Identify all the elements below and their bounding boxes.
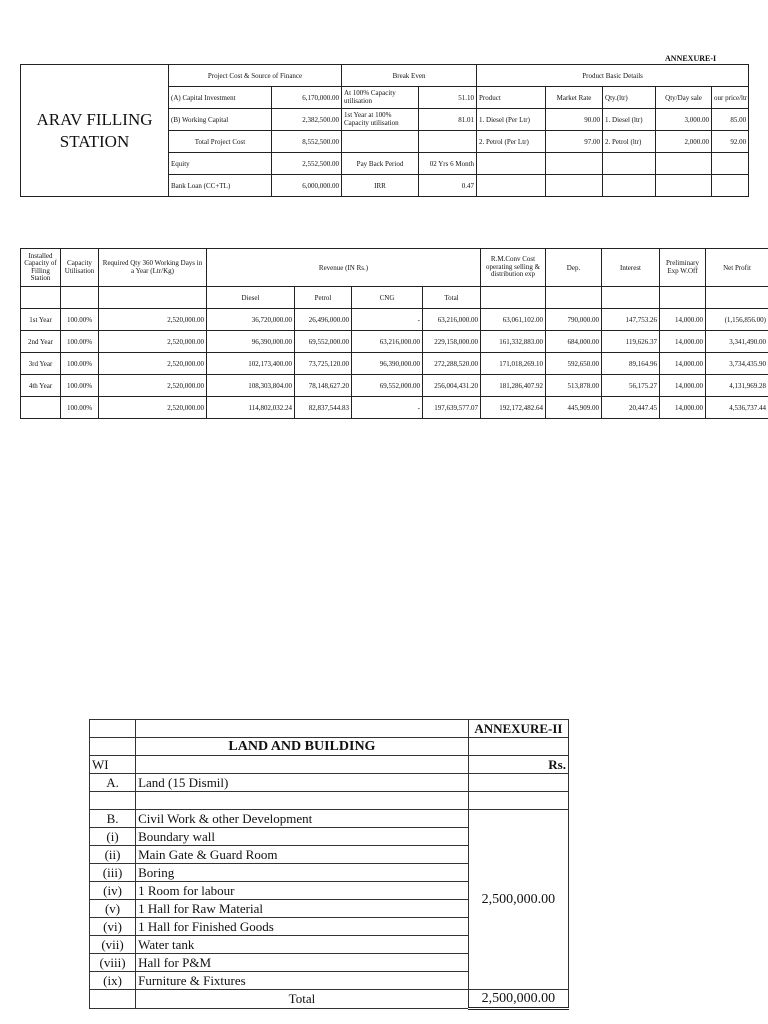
empty-cell (477, 175, 546, 197)
empty-cell (546, 175, 603, 197)
net-cell: 3,341,490.00 (706, 331, 768, 353)
finance-label: Bank Loan (CC+TL) (169, 175, 272, 197)
empty-cell (660, 287, 706, 309)
break-even-label: IRR (342, 175, 419, 197)
finance-label: Total Project Cost (169, 131, 272, 153)
annexure-2-label: ANNEXURE-II (468, 720, 568, 738)
interest-cell: 56,175.27 (602, 375, 660, 397)
empty-cell (712, 175, 749, 197)
qty-col-header: Qty.(ltr) (603, 87, 656, 109)
our-price: 85.00 (712, 109, 749, 131)
cng-cell: - (352, 397, 423, 419)
year-cell: 4th Year (21, 375, 61, 397)
item-code: (i) (90, 828, 136, 846)
item-label: 1 Room for labour (136, 882, 469, 900)
item-label: Boundary wall (136, 828, 469, 846)
empty-cell (136, 720, 469, 738)
item-label: Water tank (136, 936, 469, 954)
civil-work-amount: 2,500,000.00 (468, 810, 568, 990)
break-even-header: Break Even (342, 65, 477, 87)
product-name: 1. Diesel (Per Ltr) (477, 109, 546, 131)
break-even-value: 02 Yrs 6 Month (419, 153, 477, 175)
land-building-table (89, 719, 569, 1010)
project-cost-header: Project Cost & Source of Finance (169, 65, 342, 87)
our-price-col-header: our price/ltr (712, 87, 749, 109)
year-cell (21, 397, 61, 419)
preliminary-header: Preliminary Exp W.Off (660, 249, 706, 287)
util-cell: 100.00% (61, 309, 99, 331)
diesel-cell: 102,173,400.00 (207, 353, 295, 375)
item-label: 1 Hall for Finished Goods (136, 918, 469, 936)
item-code: (iii) (90, 864, 136, 882)
net-cell: 4,131,969.28 (706, 375, 768, 397)
product-col-header: Product (477, 87, 546, 109)
empty-cell (656, 153, 712, 175)
break-even-value: 81.01 (419, 109, 477, 131)
interest-cell: 89,164.96 (602, 353, 660, 375)
diesel-cell: 114,802,032.24 (207, 397, 295, 419)
cng-cell: - (352, 309, 423, 331)
empty-cell (468, 774, 568, 792)
interest-cell: 147,753.26 (602, 309, 660, 331)
cng-cell: 96,390,000.00 (352, 353, 423, 375)
revenue-header: Revenue (IN Rs.) (207, 249, 481, 287)
rm-cost-header: R.M.Conv Cost operating selling & distribution exp (481, 249, 546, 287)
item-code: (v) (90, 900, 136, 918)
break-even-value (419, 131, 477, 153)
empty-cell (136, 792, 469, 810)
item-code: (ii) (90, 846, 136, 864)
net-cell: 4,536,737.44 (706, 397, 768, 419)
empty-cell (468, 738, 568, 756)
qty-cell: 2,520,000.00 (99, 353, 207, 375)
cng-cell: 63,216,000.00 (352, 331, 423, 353)
empty-cell (136, 756, 469, 774)
break-even-label: 1st Year at 100% Capacity utilisation (342, 109, 419, 131)
item-code: B. (90, 810, 136, 828)
year-cell: 1st Year (21, 309, 61, 331)
petrol-cell: 69,552,000.00 (295, 331, 352, 353)
break-even-label (342, 131, 419, 153)
product-qty: 2. Petrol (ltr) (603, 131, 656, 153)
product-name: 2. Petrol (Per Ltr) (477, 131, 546, 153)
rm-cell: 161,332,883.00 (481, 331, 546, 353)
rm-cell: 181,286,407.92 (481, 375, 546, 397)
net-cell: (1,156,856.00) (706, 309, 768, 331)
petrol-cell: 73,725,120.00 (295, 353, 352, 375)
wi-cell: WI (90, 756, 136, 774)
item-code: (vii) (90, 936, 136, 954)
prelim-cell: 14,000.00 (660, 397, 706, 419)
market-rate-col-header: Market Rate (546, 87, 603, 109)
interest-cell: 119,626.37 (602, 331, 660, 353)
petrol-subheader: Petrol (295, 287, 352, 309)
empty-cell (481, 287, 546, 309)
break-even-label: At 100% Capacity utilisation (342, 87, 419, 109)
qty-day-sale: 3,000.00 (656, 109, 712, 131)
annexure-1-label: ANNEXURE-I (665, 54, 717, 63)
prelim-cell: 14,000.00 (660, 375, 706, 397)
diesel-cell: 36,720,000.00 (207, 309, 295, 331)
empty-cell (90, 990, 136, 1009)
empty-cell (656, 175, 712, 197)
finance-value: 6,000,000.00 (272, 175, 342, 197)
total-cell: 197,639,577.07 (423, 397, 481, 419)
qty-cell: 2,520,000.00 (99, 309, 207, 331)
rm-cell: 171,018,269.10 (481, 353, 546, 375)
empty-cell (546, 287, 602, 309)
util-cell: 100.00% (61, 397, 99, 419)
total-cell: 256,004,431.20 (423, 375, 481, 397)
total-subheader: Total (423, 287, 481, 309)
empty-cell (603, 153, 656, 175)
required-qty-header: Required Qty 360 Working Days in a Year (Ltr/Kg) (99, 249, 207, 287)
prelim-cell: 14,000.00 (660, 309, 706, 331)
rs-cell: Rs. (468, 756, 568, 774)
finance-value: 8,552,500.00 (272, 131, 342, 153)
item-code: A. (90, 774, 136, 792)
qty-cell: 2,520,000.00 (99, 375, 207, 397)
net-cell: 3,734,435.90 (706, 353, 768, 375)
net-profit-header: Net Profit (706, 249, 768, 287)
cng-cell: 69,552,000.00 (352, 375, 423, 397)
empty-cell (468, 792, 568, 810)
table-row (21, 309, 768, 331)
rm-cell: 63,061,102.00 (481, 309, 546, 331)
item-code: (ix) (90, 972, 136, 990)
empty-cell (712, 153, 749, 175)
qty-day-col-header: Qty/Day sale (656, 87, 712, 109)
empty-cell (602, 287, 660, 309)
empty-cell (61, 287, 99, 309)
petrol-cell: 26,496,000.00 (295, 309, 352, 331)
projection-table (20, 248, 768, 419)
diesel-cell: 96,390,000.00 (207, 331, 295, 353)
item-code: (vi) (90, 918, 136, 936)
total-amount: 2,500,000.00 (468, 990, 568, 1009)
product-qty: 1. Diesel (ltr) (603, 109, 656, 131)
qty-cell: 2,520,000.00 (99, 397, 207, 419)
item-label: Furniture & Fixtures (136, 972, 469, 990)
item-label: Main Gate & Guard Room (136, 846, 469, 864)
petrol-cell: 78,148,627.20 (295, 375, 352, 397)
dep-cell: 592,650.00 (546, 353, 602, 375)
dep-cell: 684,000.00 (546, 331, 602, 353)
finance-value: 6,170,000.00 (272, 87, 342, 109)
prelim-cell: 14,000.00 (660, 353, 706, 375)
table-row (21, 353, 768, 375)
empty-cell (99, 287, 207, 309)
empty-cell (546, 153, 603, 175)
diesel-subheader: Diesel (207, 287, 295, 309)
total-cell: 229,158,000.00 (423, 331, 481, 353)
empty-cell (603, 175, 656, 197)
table-row (21, 331, 768, 353)
item-label: Boring (136, 864, 469, 882)
finance-value: 2,552,500.00 (272, 153, 342, 175)
year-cell: 2nd Year (21, 331, 61, 353)
empty-cell (90, 738, 136, 756)
qty-day-sale: 2,000.00 (656, 131, 712, 153)
utilisation-header: Capacity Utilisation (61, 249, 99, 287)
item-label: Hall for P&M (136, 954, 469, 972)
empty-cell (90, 720, 136, 738)
cng-subheader: CNG (352, 287, 423, 309)
dep-cell: 445,909.00 (546, 397, 602, 419)
item-code: (iv) (90, 882, 136, 900)
total-cell: 272,288,520.00 (423, 353, 481, 375)
util-cell: 100.00% (61, 353, 99, 375)
empty-cell (706, 287, 768, 309)
market-rate: 97.00 (546, 131, 603, 153)
finance-label: Equity (169, 153, 272, 175)
item-code: (viii) (90, 954, 136, 972)
item-label: 1 Hall for Raw Material (136, 900, 469, 918)
dep-header: Dep. (546, 249, 602, 287)
total-cell: 63,216,000.00 (423, 309, 481, 331)
util-cell: 100.00% (61, 331, 99, 353)
table-row (21, 375, 768, 397)
item-label: Civil Work & other Development (136, 810, 469, 828)
qty-cell: 2,520,000.00 (99, 331, 207, 353)
interest-cell: 20,447.45 (602, 397, 660, 419)
dep-cell: 513,878.00 (546, 375, 602, 397)
product-basic-header: Product Basic Details (477, 65, 749, 87)
finance-label: (A) Capital Investment (169, 87, 272, 109)
year-cell: 3rd Year (21, 353, 61, 375)
break-even-label: Pay Back Period (342, 153, 419, 175)
item-label: Land (15 Dismil) (136, 774, 469, 792)
prelim-cell: 14,000.00 (660, 331, 706, 353)
empty-cell (90, 792, 136, 810)
empty-cell (21, 287, 61, 309)
our-price: 92.00 (712, 131, 749, 153)
empty-cell (477, 153, 546, 175)
land-building-title: LAND AND BUILDING (136, 738, 469, 756)
interest-header: Interest (602, 249, 660, 287)
diesel-cell: 108,303,804.00 (207, 375, 295, 397)
market-rate: 90.00 (546, 109, 603, 131)
util-cell: 100.00% (61, 375, 99, 397)
petrol-cell: 82,837,544.83 (295, 397, 352, 419)
total-label: Total (136, 990, 469, 1009)
station-name: ARAV FILLING STATION (21, 65, 169, 197)
rm-cell: 192,172,482.64 (481, 397, 546, 419)
table-row (21, 397, 768, 419)
installed-capacity-header: Installed Capacity of Filling Station (21, 249, 61, 287)
project-summary-table (20, 64, 749, 197)
dep-cell: 790,000.00 (546, 309, 602, 331)
break-even-value: 0.47 (419, 175, 477, 197)
finance-label: (B) Working Capital (169, 109, 272, 131)
finance-value: 2,382,500.00 (272, 109, 342, 131)
break-even-value: 51.10 (419, 87, 477, 109)
